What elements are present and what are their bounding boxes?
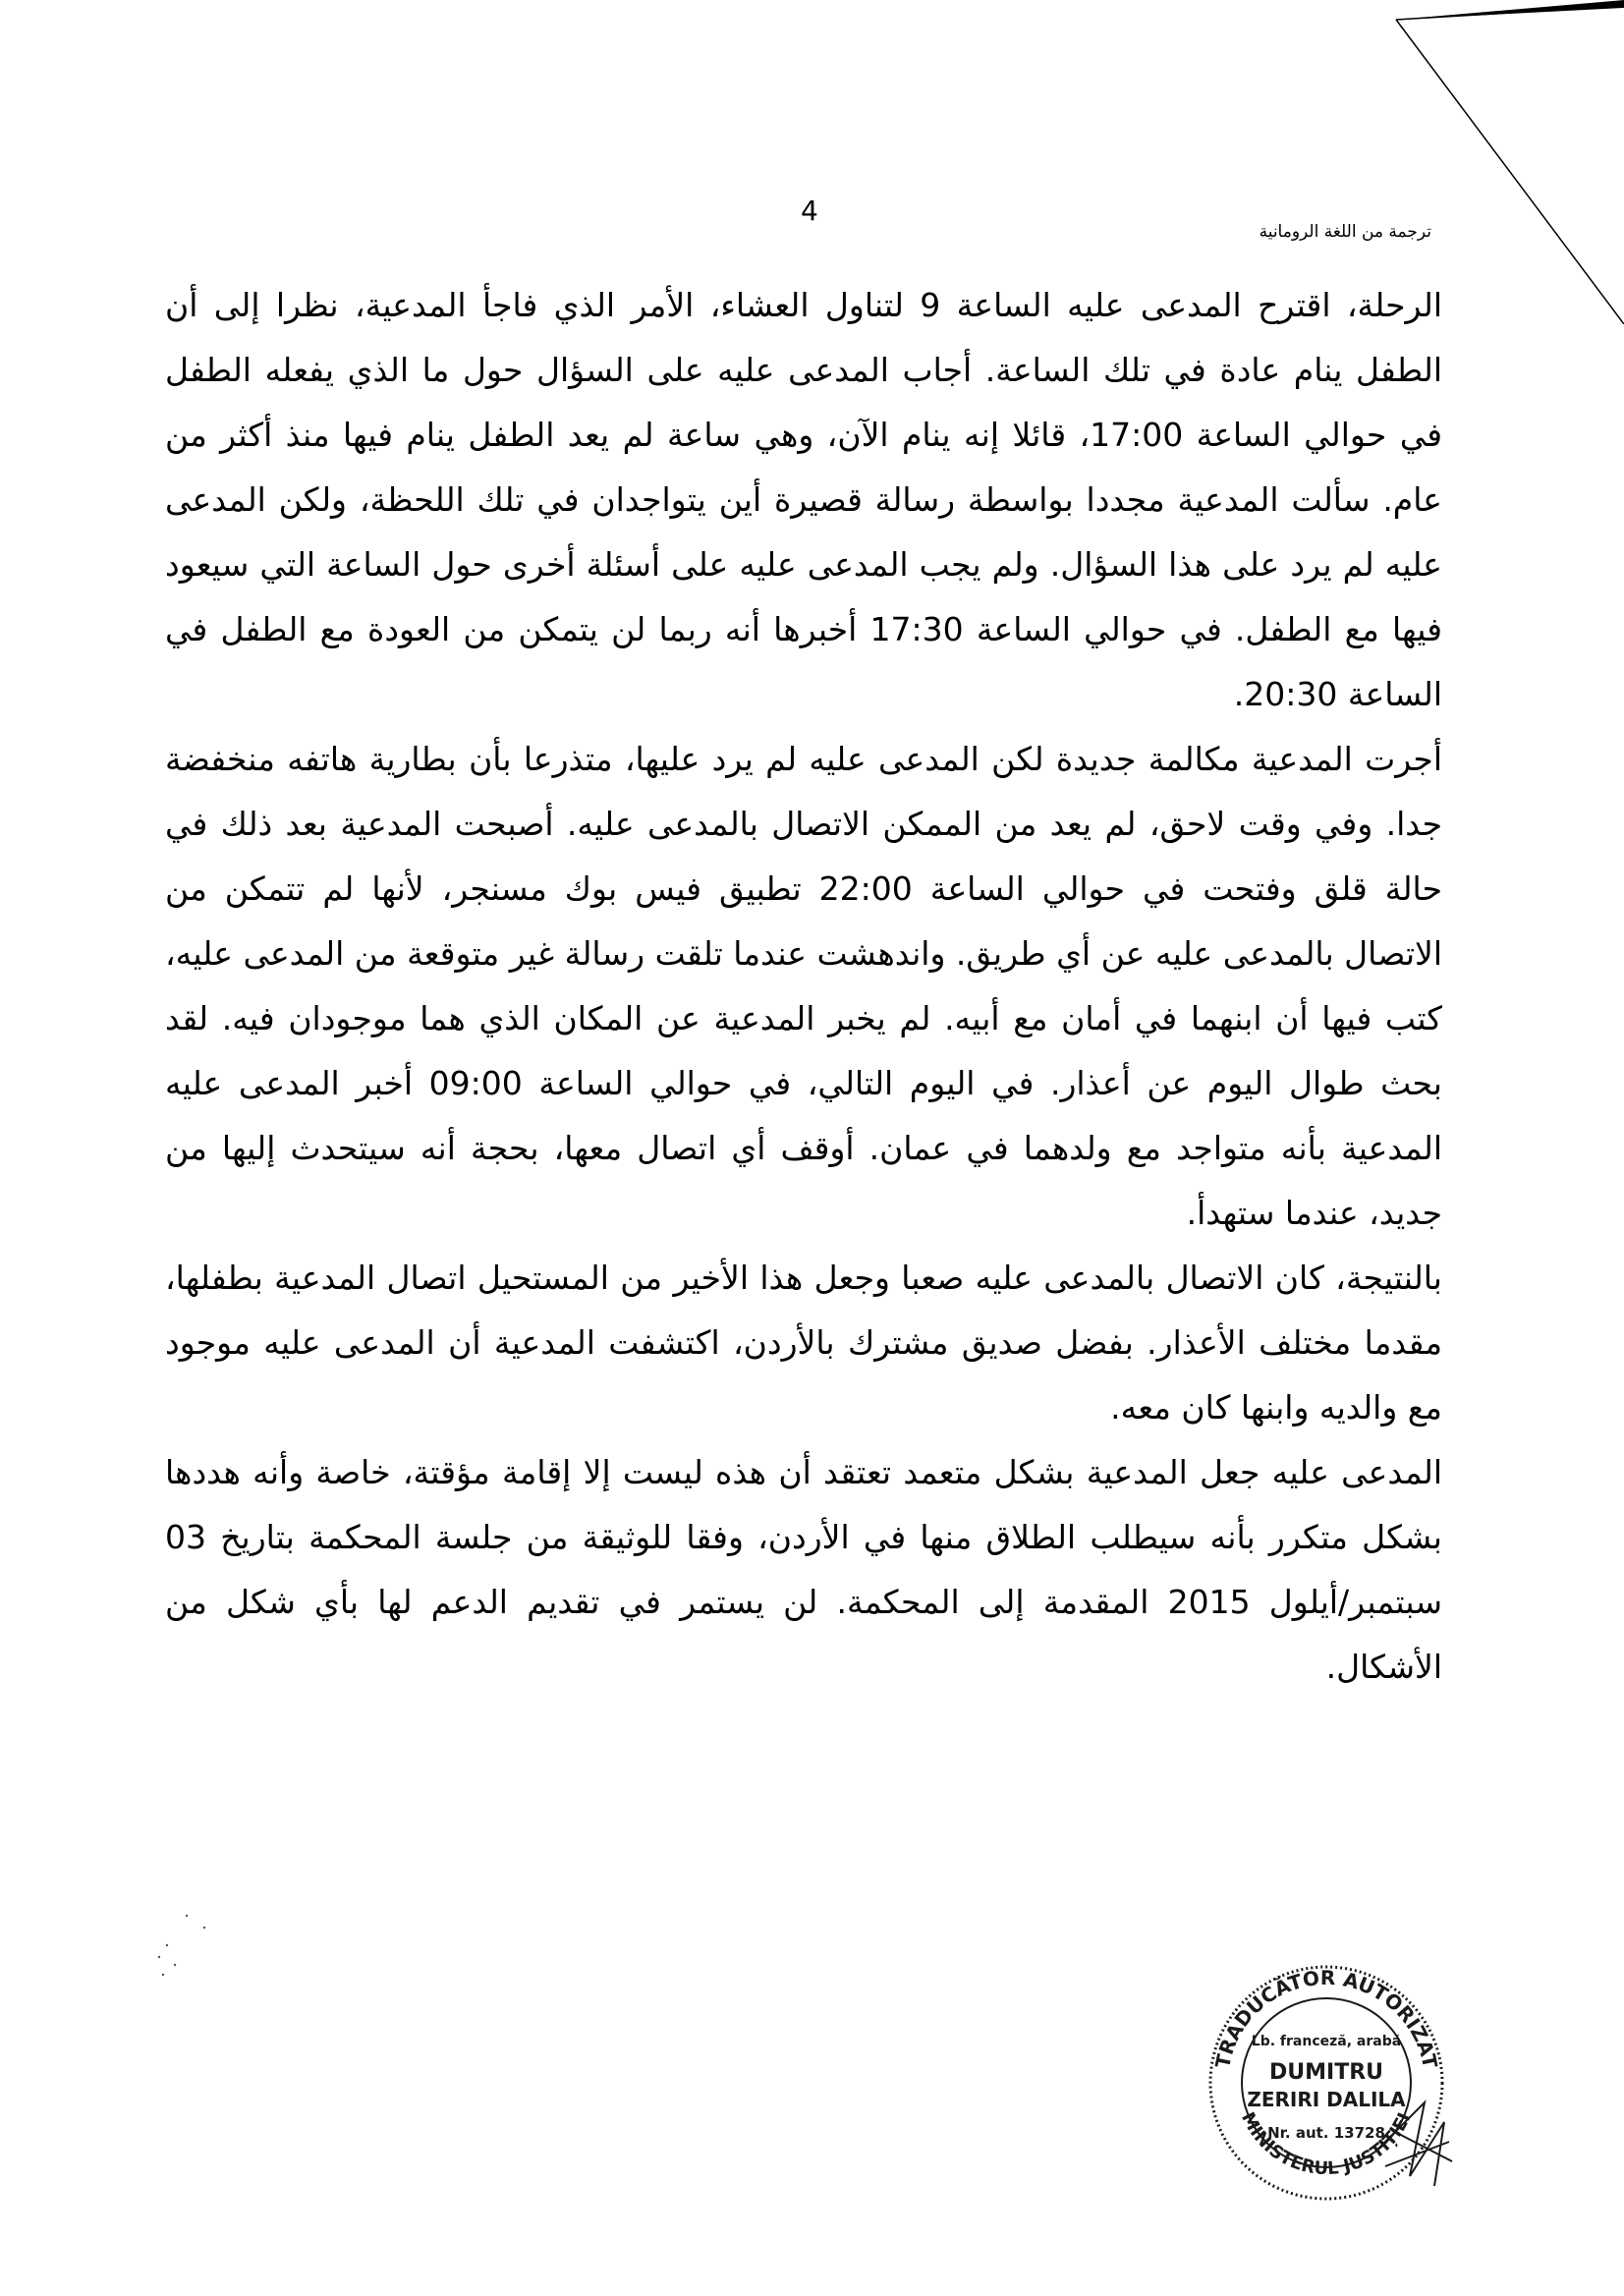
translation-note: ترجمة من اللغة الرومانية [1259,222,1431,242]
svg-text:TRADUCĂTOR AUTORIZAT [1210,1966,1442,2071]
scan-speckles [118,1896,236,2034]
stamp-languages: Lb. franceză, arabă [1251,2034,1402,2049]
stamp-ministry-text: MINISTERUL JUSTIȚIEI [1237,2108,1416,2180]
stamp-name-line2: ZERIRI DALILA [1247,2088,1406,2111]
stamp-outer-text: TRADUCĂTOR AUTORIZAT [1210,1965,1442,2071]
translator-stamp [1199,1955,1454,2211]
stamp-authorization: Nr. aut. 13728 [1267,2124,1385,2142]
page-number: 4 [801,195,818,227]
paragraph: الرحلة، اقترح المدعى عليه الساعة 9 لتناول العشاء، الأمر الذي فاجأ المدعية، نظرا إلى أن الطفل ينام عادة في تلك الساعة. أجاب المدعى عليه على السؤال حول ما الذي يفعله الطفل في حوالي الساعة 17:00، قائلا إنه ينام الآن، وهي ساعة لم يعد الطفل ينام فيها منذ أكثر من عام. سألت المدعية مجددا بواسطة رسالة قصيرة أين يتواجدان في تلك اللحظة، ولكن المدعى عليه لم يرد على هذا السؤال. ولم يجب المدعى عليه على أسئلة أخرى حول الساعة التي سيعود فيها مع الطفل. في حوالي الساعة 17:30 أخبرها أنه ربما لن يتمكن من العودة مع الطفل في الساعة 20:30. [165,286,1442,713]
paragraph: بالنتيجة، كان الاتصال بالمدعى عليه صعبا وجعل هذا الأخير من المستحيل اتصال المدعية بطفلها، مقدما مختلف الأعذار. بفضل صديق مشترك بالأردن، اكتشفت المدعية أن المدعى عليه موجود مع والديه وابنها كان معه. [165,1259,1442,1427]
paragraph: المدعى عليه جعل المدعية بشكل متعمد تعتقد أن هذه ليست إلا إقامة مؤقتة، خاصة وأنه هددها بشكل متكرر بأنه سيطلب الطلاق منها في الأردن، وفقا للوثيقة من جلسة المحكمة بتاريخ 03 سبتمبر/أيلول 2015 المقدمة إلى المحكمة. لن يستمر في تقديم الدعم لها بأي شكل من الأشكال. [165,1453,1442,1686]
svg-text:MINISTERUL JUSTIȚIEI [1237,2109,1415,2179]
paragraph: أجرت المدعية مكالمة جديدة لكن المدعى عليه لم يرد عليها، متذرعا بأن بطارية هاتفه منخفضة جدا. وفي وقت لاحق، لم يعد من الممكن الاتصال بالمدعى عليه. أصبحت المدعية بعد ذلك في حالة قلق وفتحت في حوالي الساعة 22:00 تطبيق فيس بوك مسنجر، لأنها لم تتمكن من الاتصال بالمدعى عليه عن أي طريق. واندهشت عندما تلقت رسالة غير متوقعة من المدعى عليه، كتب فيها أن ابنهما في أمان مع أبيه. لم يخبر المدعية عن المكان الذي هما موجودان فيه. لقد بحث طوال اليوم عن أعذار. في اليوم التالي، في حوالي الساعة 09:00 أخبر المدعى عليه المدعية بأنه متواجد مع ولدهما في عمان. أوقف أي اتصال معها، بحجة أنه سيتحدث إليها من جديد، عندما ستهدأ. [165,740,1442,1232]
document-body [165,273,1442,1700]
stamp-name-line1: DUMITRU [1268,2060,1384,2085]
